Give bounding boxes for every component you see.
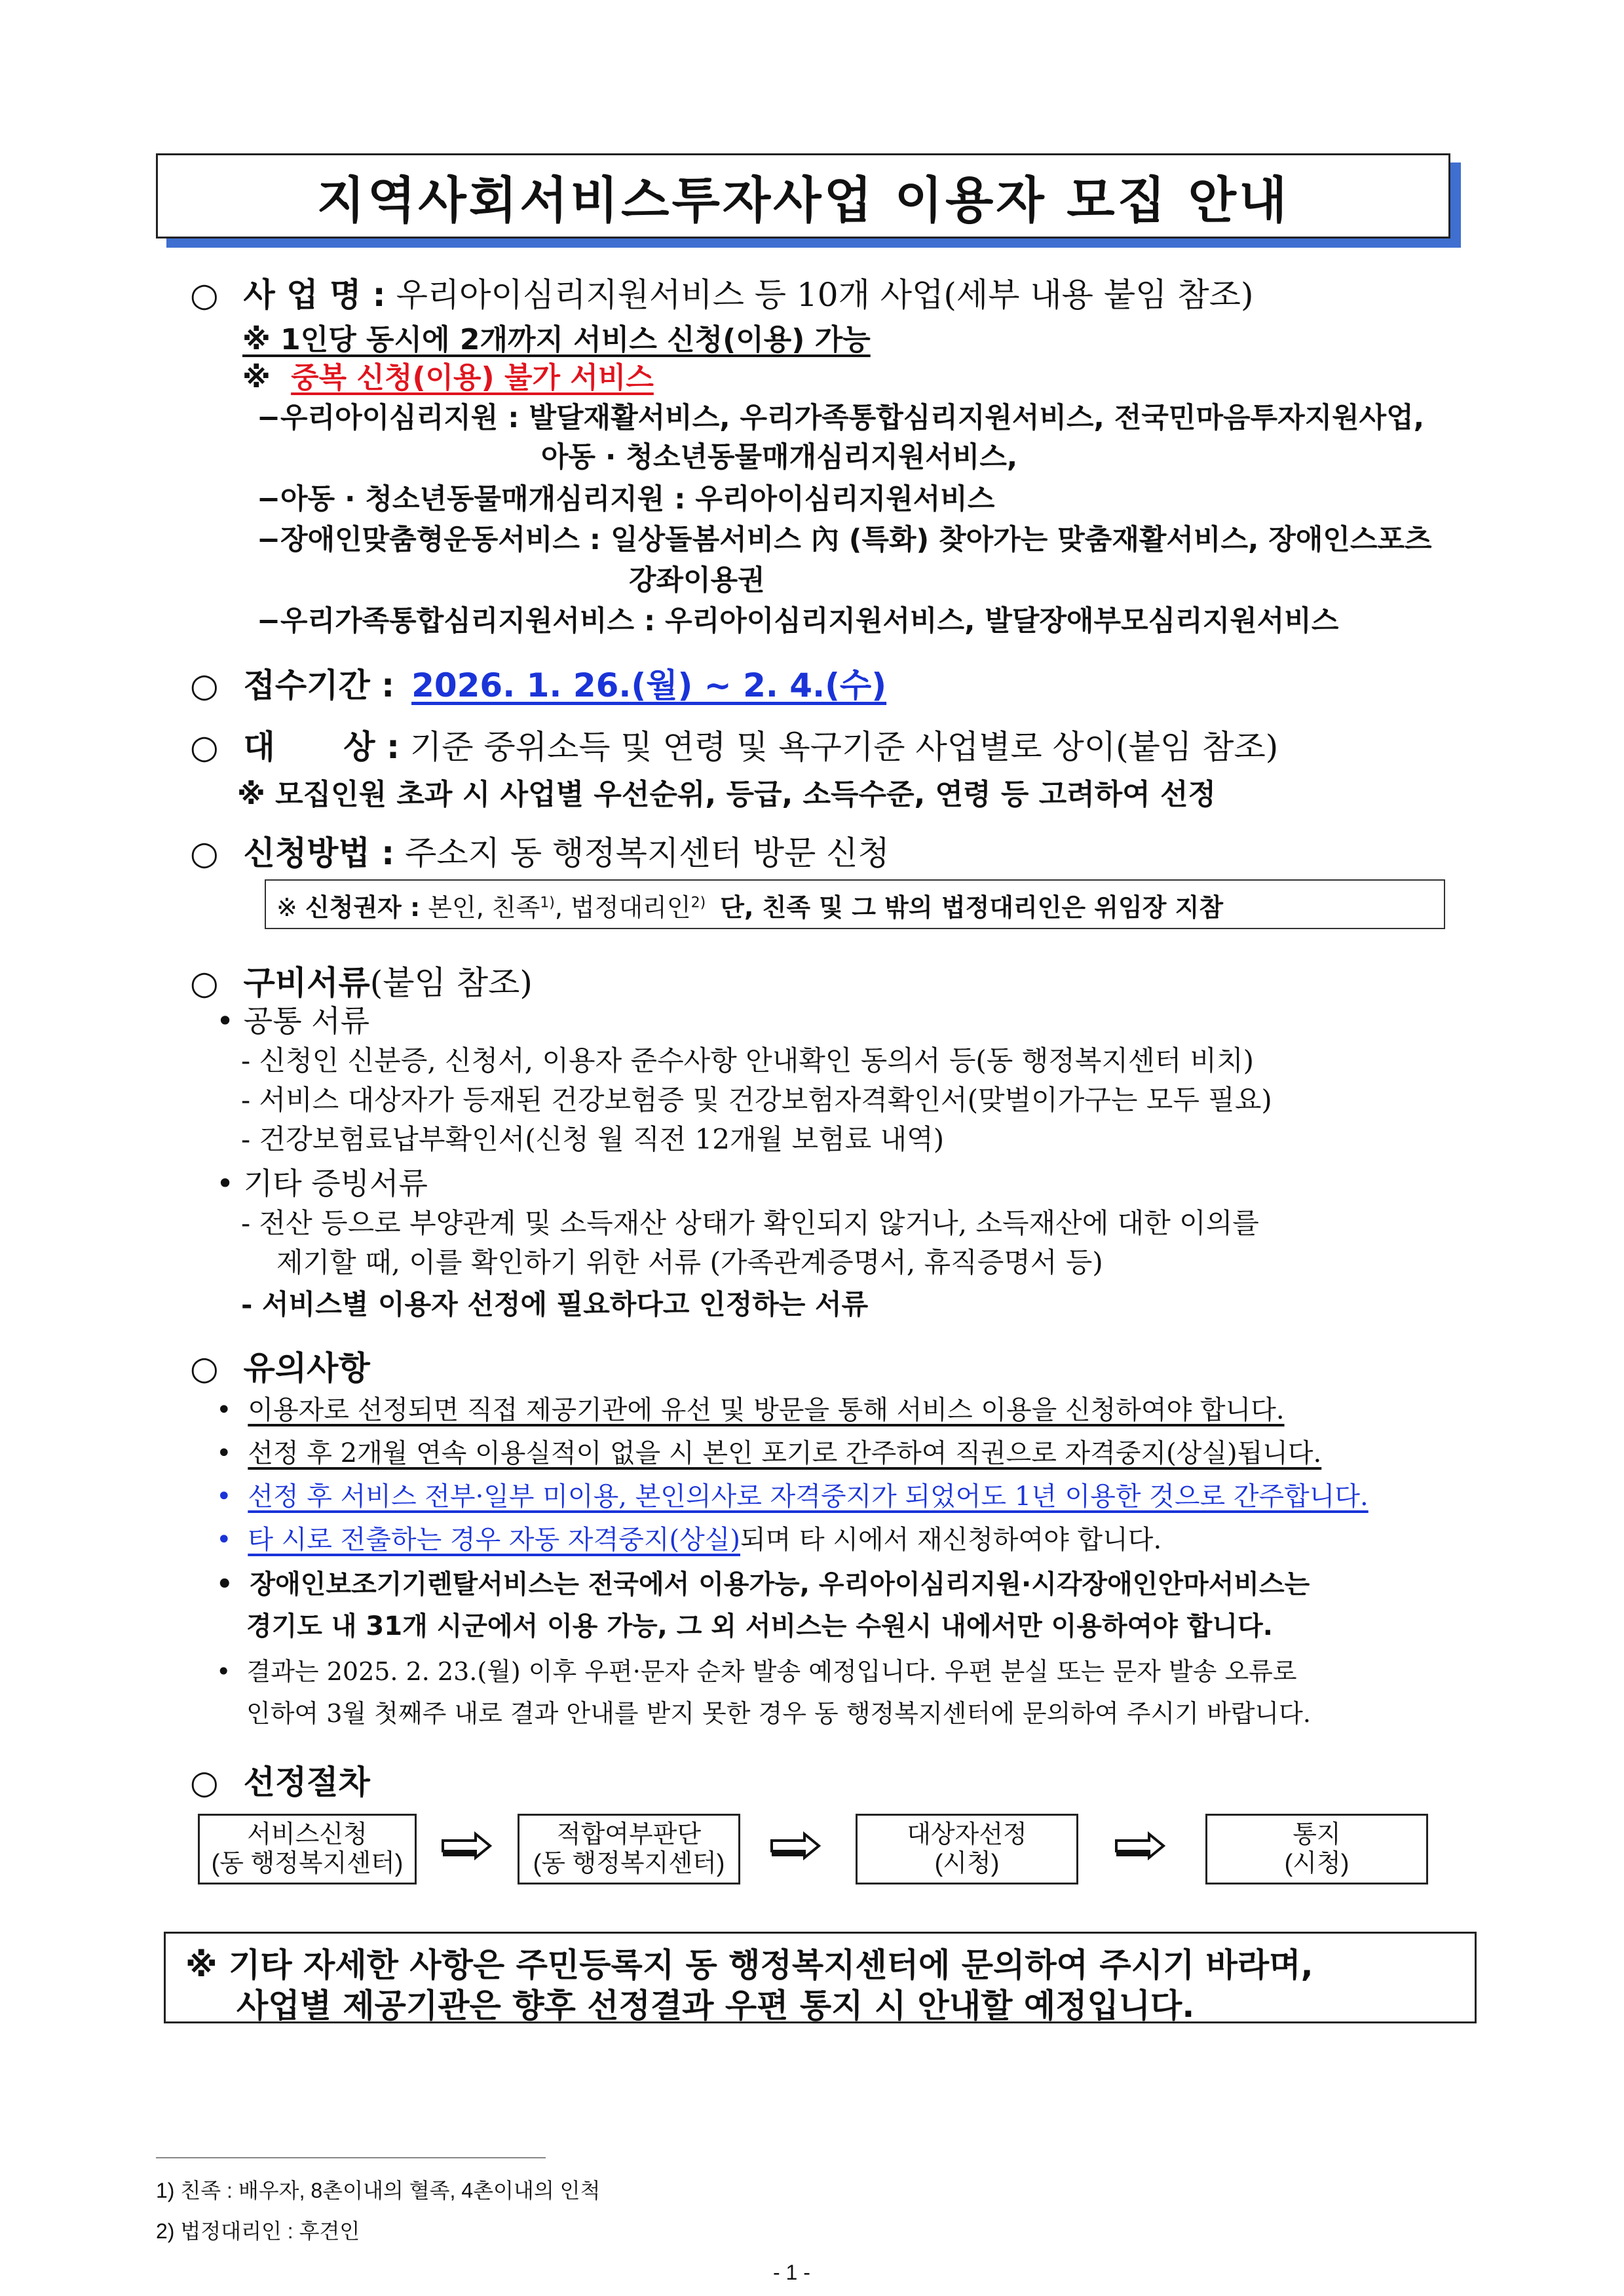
common-docs-title: • 공통 서류	[216, 1003, 370, 1039]
documents-label: 구비서류	[243, 964, 370, 1002]
project-label: 사 업 명 :	[243, 276, 386, 314]
other-docs-title: • 기타 증빙서류	[216, 1166, 428, 1201]
duplicate-item: −우리아이심리지원 : 발달재활서비스, 우리가족통합심리지원서비스, 전국민마음투자지원사업,	[257, 402, 1425, 434]
notice-line: 사업별 제공기관은 향후 선정결과 우편 통지 시 안내할 예정입니다.	[236, 1987, 1195, 2025]
caution-item: • 선정 후 2개월 연속 이용실적이 없을 시 본인 포기로 간주하여 직권으로 자격중지(상실)됩니다.	[216, 1438, 1322, 1468]
cautions-label: 유의사항	[243, 1349, 370, 1387]
doc-item: - 건강보험료납부확인서(신청 월 직전 12개월 보험료 내역)	[241, 1123, 945, 1155]
project-value: 우리아이심리지원서비스 등 10개 사업(세부 내용 붙임 참조)	[396, 276, 1254, 314]
caution-item: • 선정 후 서비스 전부·일부 미이용, 본인의사로 자격중지가 되었어도 1년 이용한 것으로 간주합니다.	[216, 1482, 1369, 1512]
target-label: 대 상 :	[243, 728, 400, 766]
section-project	[190, 269, 1253, 316]
flow-step-notify: 통지 (시청)	[1205, 1814, 1428, 1885]
selection-label: 선정절차	[243, 1763, 370, 1801]
target-note: ※ 모집인원 초과 시 사업별 우선순위, 등급, 소득수준, 연령 등 고려하여 선정	[237, 778, 1217, 811]
section-selection: ○ 선정절차	[190, 1763, 370, 1801]
applicant-label: 신청권자 :	[305, 893, 421, 922]
arrow-right-icon	[440, 1830, 493, 1862]
footnote: 2) 법정대리인 : 후견인	[156, 2219, 360, 2243]
page-number: - 1 -	[773, 2261, 810, 2284]
arrow-right-icon	[769, 1830, 821, 1862]
doc-item: - 서비스별 이용자 선정에 필요하다고 인정하는 서류	[241, 1288, 869, 1320]
section-cautions: ○ 유의사항	[190, 1349, 370, 1387]
page-title: 지역사회서비스투자사업 이용자 모집 안내	[316, 170, 1290, 229]
circle-bullet: ○	[190, 276, 219, 314]
doc-item: 제기할 때, 이를 확인하기 위한 서류 (가족관계증명서, 휴직증명서 등)	[276, 1246, 1103, 1278]
caution-item: • 타 시로 전출하는 경우 자동 자격중지(상실)되며 타 시에서 재신청하여야 합니다.	[216, 1525, 1162, 1555]
doc-item: - 신청인 신분증, 신청서, 이용자 준수사항 안내확인 동의서 등(동 행정복지센터 비치)	[241, 1044, 1255, 1077]
project-note-limit: ※ 1인당 동시에 2개까지 서비스 신청(이용) 가능	[242, 323, 871, 356]
caution-item: • 장애인보조기기렌탈서비스는 전국에서 이용가능, 우리아이심리지원·시각장애인안마서비스는	[216, 1569, 1310, 1599]
footnote-ref: 2)	[690, 894, 706, 911]
notice-box	[164, 1932, 1477, 2023]
doc-item: - 서비스 대상자가 등재된 건강보험증 및 건강보험자격확인서(맞벌이가구는 모두 필요)	[241, 1084, 1272, 1116]
target-value: 기준 중위소득 및 연령 및 욕구기준 사업별로 상이(붙임 참조)	[409, 728, 1279, 766]
documents-label-suffix: (붙임 참조)	[369, 964, 533, 1002]
applicant-proxy-note: 단, 친족 및 그 밖의 법정대리인은 위임장 지참	[720, 893, 1224, 922]
caution-item: • 이용자로 선정되면 직접 제공기관에 유선 및 방문을 통해 서비스 이용을 신청하여야 합니다.	[216, 1395, 1285, 1425]
method-value: 주소지 동 행정복지센터 방문 신청	[405, 834, 890, 872]
project-note-duplicate: ※ 중복 신청(이용) 불가 서비스	[242, 361, 654, 394]
arrow-right-icon	[1114, 1830, 1166, 1862]
period-label: 접수기간 :	[243, 666, 395, 704]
applicant-box: ※ 신청권자 : 본인, 친족$^{1)}$, 법정대리인$^{2)}$ 단, 친족 및 그 밖의 법정대리인은 위임장 지참	[265, 879, 1445, 929]
footnote-ref: 1)	[540, 894, 555, 911]
section-documents: ○ 구비서류(붙임 참조)	[190, 964, 533, 1002]
section-target: ○ 대 상 : 기준 중위소득 및 연령 및 욕구기준 사업별로 상이(붙임 참조)	[190, 728, 1279, 766]
duplicate-item: 강좌이용권	[629, 564, 765, 597]
duplicate-item: −우리가족통합심리지원서비스 : 우리아이심리지원서비스, 발달장애부모심리지원서비스	[257, 605, 1339, 638]
caution-item-cont: 경기도 내 31개 시군에서 이용 가능, 그 외 서비스는 수원시 내에서만 이용하여야 합니다.	[246, 1611, 1273, 1641]
caution-item: • 결과는 2025. 2. 23.(월) 이후 우편·문자 순차 발송 예정입니다. 우편 분실 또는 문자 발송 오류로	[216, 1657, 1297, 1686]
section-period: ○ 접수기간 : 2026. 1. 26.(월) ~ 2. 4.(수)	[190, 666, 887, 704]
duplicate-item: −아동 · 청소년동물매개심리지원 : 우리아이심리지원서비스	[257, 483, 995, 516]
flow-step-eligibility: 적합여부판단 (동 행정복지센터)	[518, 1814, 740, 1885]
caution-item-cont: 인하여 3월 첫째주 내로 결과 안내를 받지 못한 경우 동 행정복지센터에 문의하여 주시기 바랍니다.	[246, 1699, 1311, 1728]
doc-item: - 전산 등으로 부양관계 및 소득재산 상태가 확인되지 않거나, 소득재산에 대한 이의를	[241, 1207, 1259, 1239]
duplicate-item: 아동 · 청소년동물매개심리지원서비스,	[541, 441, 1018, 474]
notice-line: ※ 기타 자세한 사항은 주민등록지 동 행정복지센터에 문의하여 주시기 바라며,	[185, 1946, 1313, 1984]
title-box	[156, 153, 1450, 239]
period-value: 2026. 1. 26.(월) ~ 2. 4.(수)	[411, 666, 887, 704]
flow-step-selection: 대상자선정 (시청)	[856, 1814, 1078, 1885]
duplicate-item: −장애인맞춤형운동서비스 : 일상돌봄서비스 內 (특화) 찾아가는 맞춤재활서비스, 장애인스포츠	[257, 524, 1432, 556]
section-method: ○ 신청방법 : 주소지 동 행정복지센터 방문 신청	[190, 834, 890, 872]
flow-step-apply: 서비스신청 (동 행정복지센터)	[198, 1814, 417, 1885]
footnote: 1) 친족 : 배우자, 8촌이내의 혈족, 4촌이내의 인척	[156, 2179, 601, 2202]
footnote-divider	[156, 2157, 546, 2158]
method-label: 신청방법 :	[243, 834, 395, 872]
